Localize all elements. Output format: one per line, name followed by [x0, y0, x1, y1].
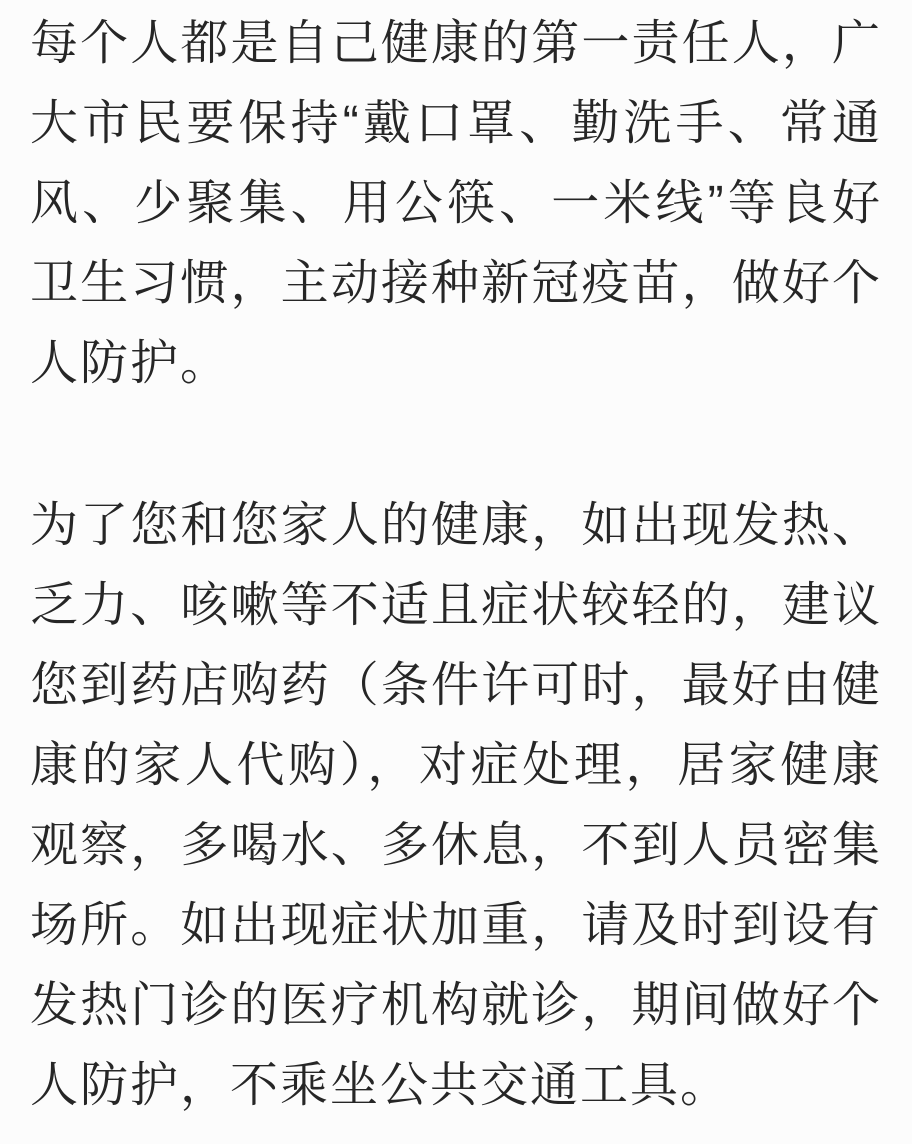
article-paragraph-symptom-advice: 为了您和您家人的健康，如出现发热、乏力、咳嗽等不适且症状较轻的，建议您到药店购药（条件许可时，最好由健康的家人代购），对症处理，居家健康观察，多喝水、多休息，不到人员密集场所。如出现症状加重，请及时到设有发热门诊的医疗机构就诊，期间做好个人防护，不乘坐公共交通工具。 [30, 499, 882, 1112]
article-paragraph-personal-protection: 每个人都是自己健康的第一责任人，广大市民要保持“戴口罩、勤洗手、常通风、少聚集、用公筷、一米线”等良好卫生习惯，主动接种新冠疫苗，做好个人防护。 [30, 17, 882, 390]
